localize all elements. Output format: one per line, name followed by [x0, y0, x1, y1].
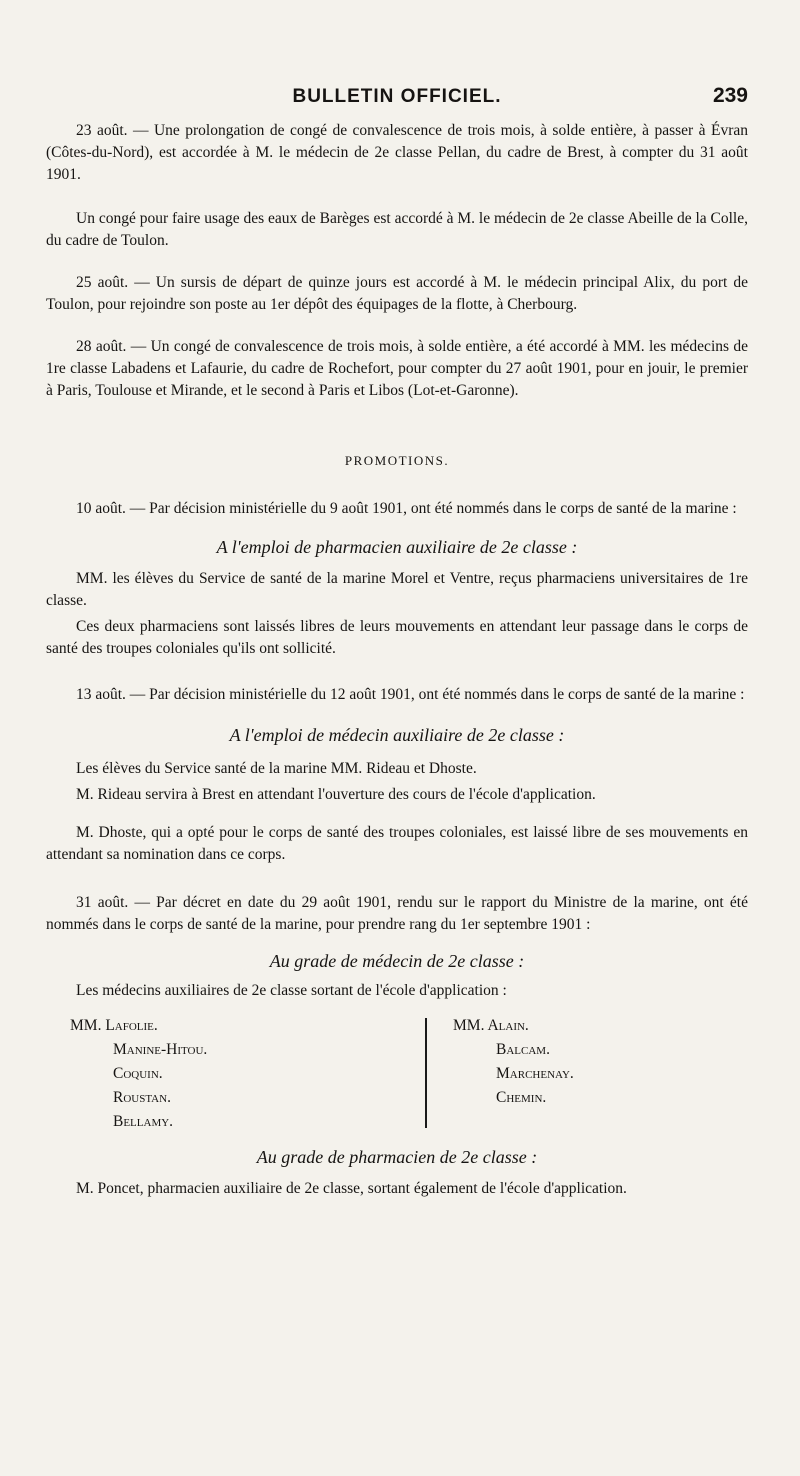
paragraph-medecins-auxiliaires: Les médecins auxiliaires de 2e classe sortant de l'école d'application :	[76, 982, 507, 999]
name-entry: Coquin.	[113, 1065, 163, 1082]
paragraph-dhoste-libre: M. Dhoste, qui a opté pour le corps de santé des troupes coloniales, est laissé libre de ses mouvements en attendant sa nomination dans ce corps.	[46, 824, 748, 863]
paragraph-labadens-lafaurie-leave: 28 août. — Un congé de convalescence de trois mois, à solde entière, a été accordé à MM. les médecins de 1re classe Labadens et Lafaurie, du cadre de Rochefort, pour compter du 27 août 1901, pour en jouir, le premier à Paris, Toulouse et Mirande, et le second à Paris et Libos (Lot-et-Garonne).	[46, 338, 748, 399]
paragraph-rideau-brest: M. Rideau servira à Brest en attendant l'ouverture des cours de l'école d'application.	[76, 786, 596, 803]
running-title: BULLETIN OFFICIEL.	[292, 86, 502, 107]
name-entry: Balcam.	[496, 1041, 550, 1058]
page-header	[46, 78, 748, 110]
section-title-promotions: PROMOTIONS.	[344, 453, 450, 468]
page-number: 239	[712, 84, 748, 107]
paragraph-morel-ventre: MM. les élèves du Service de santé de la marine Morel et Ventre, reçus pharmaciens universitaires de 1re classe.	[46, 570, 748, 609]
promoted-names-list	[46, 1014, 748, 1134]
name-entry: Marchenay.	[496, 1065, 574, 1082]
names-column-left	[46, 1014, 425, 1134]
paragraph-poncet: M. Poncet, pharmacien auxiliaire de 2e classe, sortant également de l'école d'application.	[76, 1180, 627, 1197]
paragraph-decret-aug-29: 31 août. — Par décret en date du 29 août 1901, rendu sur le rapport du Ministre de la marine, ont été nommés dans le corps de santé de la marine, pour prendre rang du 1er septembre 1901 :	[46, 894, 748, 933]
name-entry: Manine-Hitou.	[113, 1041, 208, 1058]
paragraph-pharmaciens-libres: Ces deux pharmaciens sont laissés libres de leurs mouvements en attendant leur passage dans le corps de santé des troupes coloniales qu'ils ont sollicité.	[46, 618, 748, 657]
name-entry: MM. Alain.	[453, 1017, 529, 1034]
name-entry: Chemin.	[496, 1089, 547, 1106]
subheading-grade-pharmacien: Au grade de pharmacien de 2e classe :	[256, 1147, 538, 1167]
paragraph-decision-aug-12: 13 août. — Par décision ministérielle du 12 août 1901, ont été nommés dans le corps de santé de la marine :	[76, 686, 745, 703]
subheading-pharmacien-auxiliaire: A l'emploi de pharmacien auxiliaire de 2e classe :	[216, 537, 578, 557]
paragraph-decision-aug-9: 10 août. — Par décision ministérielle du 9 août 1901, ont été nommés dans le corps de santé de la marine :	[76, 500, 737, 517]
paragraph-alix-reprieve: 25 août. — Un sursis de départ de quinze jours est accordé à M. le médecin principal Alix, du port de Toulon, pour rejoindre son poste au 1er dépôt des équipages de la flotte, à Cherbourg.	[46, 274, 748, 313]
subheading-grade-medecin: Au grade de médecin de 2e classe :	[269, 951, 525, 971]
paragraph-pellan-leave: 23 août. — Une prolongation de congé de convalescence de trois mois, à solde entière, à passer à Évran (Côtes-du-Nord), est accordée à M. le médecin de 2e classe Pellan, du cadre de Brest, à compter du 31 août 1901.	[46, 122, 748, 183]
names-column-right	[427, 1014, 574, 1134]
name-entry: MM. Lafolie.	[70, 1017, 158, 1034]
paragraph-rideau-dhoste: Les élèves du Service santé de la marine MM. Rideau et Dhoste.	[76, 760, 477, 777]
subheading-medecin-auxiliaire: A l'emploi de médecin auxiliaire de 2e classe :	[229, 725, 565, 745]
name-entry: Roustan.	[113, 1089, 171, 1106]
paragraph-bareges-leave: Un congé pour faire usage des eaux de Barèges est accordé à M. le médecin de 2e classe Abeille de la Colle, du cadre de Toulon.	[46, 210, 748, 249]
name-entry: Bellamy.	[113, 1113, 174, 1130]
